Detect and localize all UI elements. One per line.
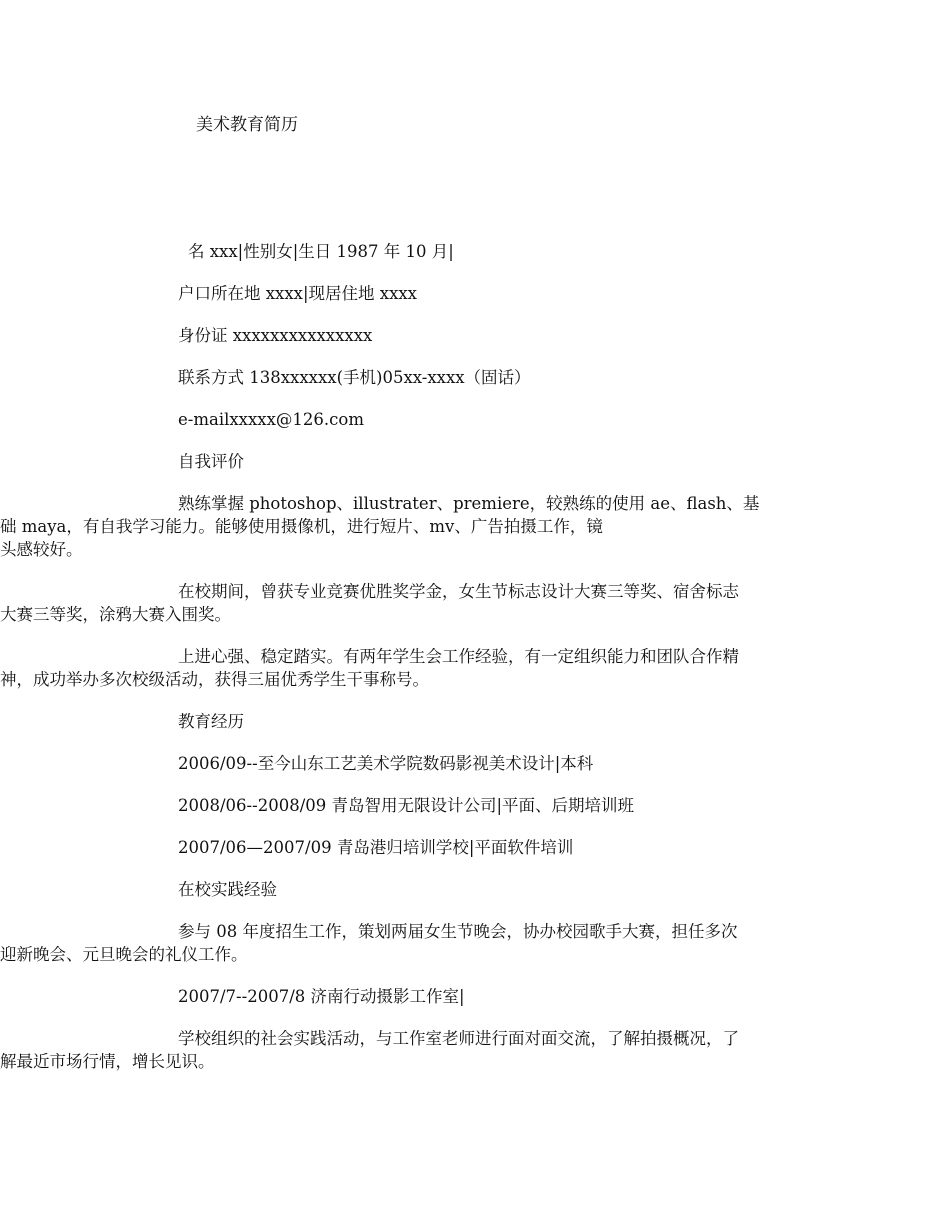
education-item: 2007/06—2007/09 青岛港归培训学校|平面软件培训 [178,838,574,857]
text-line: 在校期间，曾获专业竞赛优胜奖学金，女生节标志设计大赛三等奖、宿舍标志 [178,582,739,601]
text-line: 解最近市场行情，增长见识。 [0,1052,215,1071]
text-line: 参与 08 年度招生工作，策划两届女生节晚会，协办校园歌手大赛，担任多次 [178,922,738,941]
practice-paragraph-2 [0,1027,810,1073]
text-line: 上进心强、稳定踏实。有两年学生会工作经验，有一定组织能力和团队合作精 [178,647,739,666]
basic-info-id-line: 身份证 xxxxxxxxxxxxxxx [178,326,373,345]
text-line: 神，成功举办多次校级活动，获得三届优秀学生干事称号。 [0,670,429,689]
self-eval-paragraph-3 [0,645,810,691]
basic-info-email-line: e-mailxxxxx@126.com [178,410,364,429]
text-line: 大赛三等奖，涂鸦大赛入围奖。 [0,605,231,624]
practice-paragraph-1 [0,920,810,966]
text-line: 迎新晚会、元旦晚会的礼仪工作。 [0,945,248,964]
resume-content [0,240,810,1092]
document-title: 美术教育简历 [196,115,298,135]
self-eval-heading: 自我评价 [178,452,244,471]
basic-info-residence-line: 户口所在地 xxxx|现居住地 xxxx [178,284,417,303]
text-line: 熟练掌握 photoshop、illustrater、premiere，较熟练的使用 ae、flash、基 [178,494,760,513]
practice-heading: 在校实践经验 [178,880,277,899]
basic-info-name-line: 名 xxx|性别女|生日 1987 年 10 月| [188,242,454,261]
practice-item: 2007/7--2007/8 济南行动摄影工作室| [178,987,465,1006]
self-eval-paragraph-2 [0,580,810,626]
education-heading: 教育经历 [178,712,244,731]
text-line: 础 maya，有自我学习能力。能够使用摄像机，进行短片、mv、广告拍摄工作，镜 [0,517,603,536]
text-line: 学校组织的社会实践活动，与工作室老师进行面对面交流，了解拍摄概况，了 [178,1029,739,1048]
education-item: 2008/06--2008/09 青岛智用无限设计公司|平面、后期培训班 [178,796,635,815]
self-eval-paragraph-1 [0,492,810,561]
basic-info-contact-line: 联系方式 138xxxxxx(手机)05xx-xxxx（固话） [178,368,531,387]
text-line: 头感较好。 [0,540,83,559]
education-item: 2006/09--至今山东工艺美术学院数码影视美术设计|本科 [178,754,594,773]
